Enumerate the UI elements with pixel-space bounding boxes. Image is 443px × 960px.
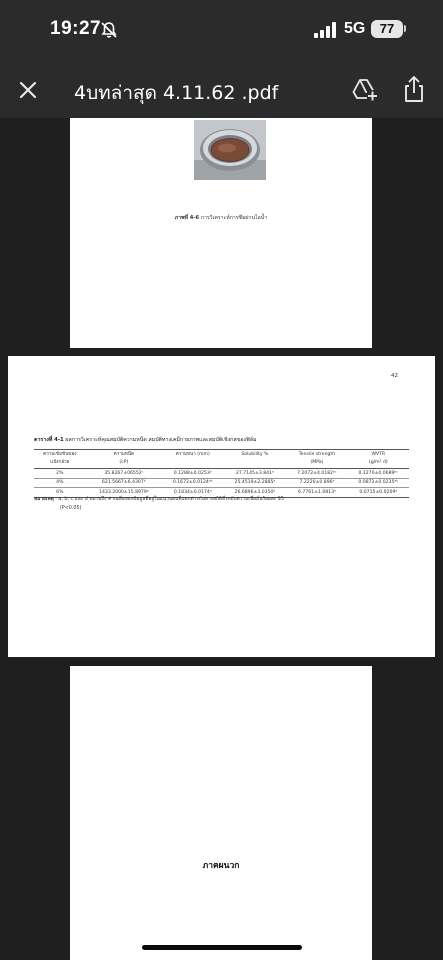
table-note — [34, 496, 404, 513]
home-indicator[interactable] — [142, 945, 302, 950]
table-cell: 7.2220±0.896ᵃ — [286, 478, 347, 488]
table-cell: 1433.2000±15.8979ᵃ — [86, 488, 162, 498]
table-header-cell: Tensile strength (MPa) — [286, 450, 347, 469]
table-note-label: หมายเหตุ — [34, 497, 54, 502]
figure-caption — [70, 214, 372, 222]
figure-caption-text: การวิเคราะห์การซึมผ่านไอน้ำ — [200, 215, 268, 221]
close-icon[interactable] — [14, 76, 42, 104]
table-header-cell: WVTR (g/m² d) — [348, 450, 409, 469]
table-header-row — [34, 450, 409, 469]
share-icon[interactable] — [402, 75, 426, 103]
viewer-toolbar — [0, 60, 443, 118]
table-cell: 0.0715±0.0209ᵃ — [348, 488, 409, 498]
table-cell: 0.1270±0.0689ᵇᶜ — [348, 469, 409, 479]
table-header-cell: ความหนืด (cP) — [86, 450, 162, 469]
table-row — [34, 478, 409, 488]
table-cell: 4% — [34, 478, 86, 488]
table-cell: 0.1672±0.0124ᵃᵇ — [162, 478, 223, 488]
battery-icon: 77 — [371, 20, 403, 38]
table-title — [34, 436, 257, 444]
table-cell: 26.6896±3.0350ᵃ — [223, 488, 286, 498]
table-cell: 0.1834±0.0174ᵃ — [162, 488, 223, 498]
table-cell: 0.0872±0.0235ᵃᵇ — [348, 478, 409, 488]
pdf-page-table — [8, 356, 435, 657]
table-header-cell: ความเข้มข้นของ แป้งกล้วย — [34, 450, 86, 469]
table-cell: 35.8267±06552ᶜ — [86, 469, 162, 479]
table-header-cell: Solubility % — [223, 450, 286, 469]
table-cell: 2% — [34, 469, 86, 479]
table-note-line2: (P<0.05) — [60, 505, 82, 511]
table-title-label: ตารางที่ 4-1 — [34, 437, 64, 443]
battery-tip — [404, 25, 406, 32]
add-to-drive-icon[interactable] — [352, 76, 378, 102]
table-title-text: ผลการวิเคราะห์คุณสมบัติความหนืด สมบัติทางเคมีกายภาพและสมบัติเชิงกลของฟิล์ม — [65, 437, 257, 443]
table-cell: 621.5667±6.4307ᵇ — [86, 478, 162, 488]
table-cell: 0.1288±0.0253ᵇ — [162, 469, 223, 479]
signal-icon — [314, 22, 336, 38]
pdf-viewer[interactable] — [0, 118, 443, 960]
table-note-line1: : a, b, c และ d หมายถึง ค่าเฉลี่ยของข้อมูลที่อยู่ในแนวนอนที่แตกต่างกันทางสถิติที่ระดับความเชื่อมั่นร้อยละ 95 — [55, 497, 284, 502]
page-number: 42 — [391, 373, 398, 379]
pdf-page-figure — [70, 118, 372, 348]
bell-slash-icon — [100, 21, 118, 39]
figure-photo — [194, 120, 266, 180]
table-header-cell: ความหนา (mm) — [162, 450, 223, 469]
table-cell: 6.7761±1.0813ᵃ — [286, 488, 347, 498]
table-cell: 7.2072±4.0182ᵇᶜ — [286, 469, 347, 479]
data-table — [34, 449, 409, 498]
table-cell: 27.7145±3.841ᵃ — [223, 469, 286, 479]
network-type: 5G — [344, 20, 366, 37]
table-row — [34, 469, 409, 479]
document-title: 4บทล่าสุด 4.11.62 .pdf — [74, 82, 279, 104]
appendix-title: ภาคผนวก — [202, 861, 240, 871]
pdf-page-appendix — [70, 666, 372, 960]
status-bar — [0, 0, 443, 60]
table-cell: 25.4519±2.2885ᵃ — [223, 478, 286, 488]
figure-caption-label: ภาพที่ 4-6 — [174, 215, 200, 221]
status-time: 19:27 — [50, 18, 102, 39]
table-cell: 6% — [34, 488, 86, 498]
